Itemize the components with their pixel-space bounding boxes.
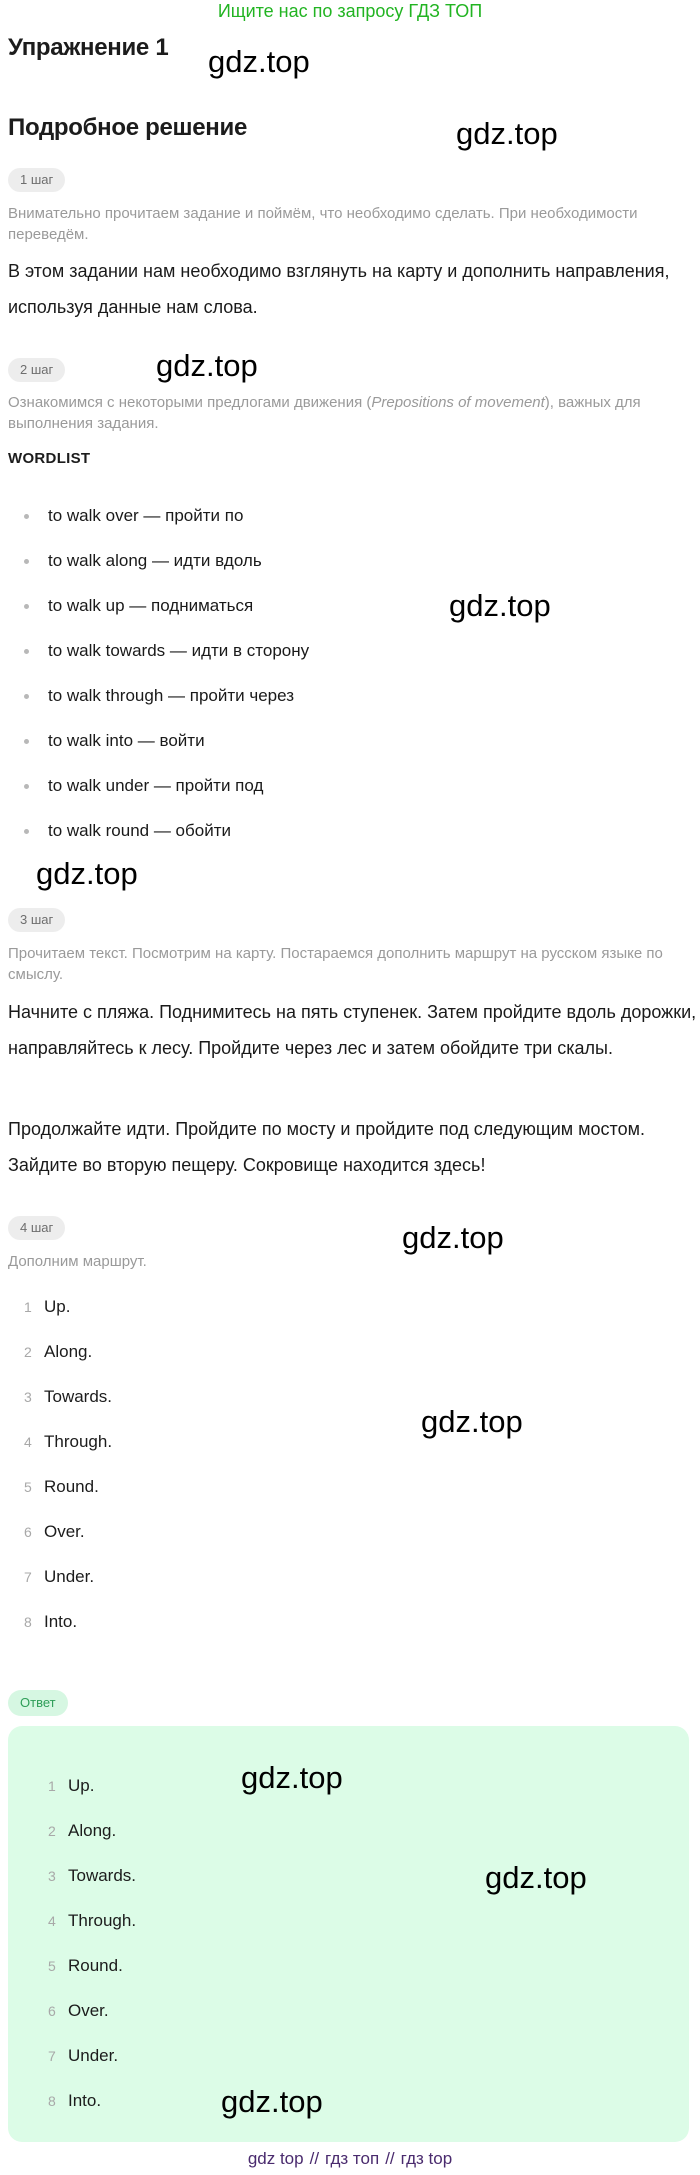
- list-item: [24, 1430, 112, 1454]
- footer-link-gdz-top[interactable]: gdz top: [247, 2149, 304, 2168]
- watermark: gdz.top: [221, 2084, 323, 2119]
- route-word: Into.: [44, 1612, 78, 1631]
- list-item: [48, 1999, 109, 2023]
- route-word: Along.: [44, 1342, 93, 1361]
- answer-word: Under.: [68, 2046, 119, 2065]
- step-2-note-start: Ознакомимся с некоторыми предлогами движения (: [8, 394, 372, 411]
- bullet-icon: [24, 649, 29, 654]
- item-number: 3: [48, 1868, 56, 1884]
- answer-word: Towards.: [68, 1866, 137, 1885]
- list-item: [24, 1520, 85, 1544]
- item-number: 8: [48, 2093, 56, 2109]
- list-item: [24, 1475, 99, 1499]
- step-2-note-italic: Prepositions of movement: [371, 394, 545, 411]
- step-3-paragraph-1: Начните с пляжа. Поднимитесь на пять ступенек. Затем пройдите вдоль дорожки, направляйтесь к лесу. Пройдите через лес и затем обойдите три скалы.: [8, 1002, 697, 1058]
- bullet-icon: [24, 829, 29, 834]
- page-title: Упражнение 1: [8, 34, 169, 61]
- footer-separator: //: [309, 2149, 320, 2168]
- footer-links: [0, 2148, 700, 2170]
- answer-box: [8, 1726, 689, 2142]
- route-word: Towards.: [44, 1387, 113, 1406]
- route-word: Round.: [44, 1477, 99, 1496]
- wordlist-title: WORDLIST: [8, 450, 91, 467]
- footer-separator: //: [385, 2149, 395, 2168]
- wordlist-entry: to walk through — пройти через: [48, 686, 294, 705]
- wordlist-entry: to walk towards — идти в сторону: [48, 641, 310, 660]
- answer-word: Up.: [68, 1776, 95, 1795]
- list-item: [24, 1340, 92, 1364]
- search-banner: Ищите нас по запросу ГДЗ ТОП: [217, 1, 483, 21]
- list-item: [24, 1565, 94, 1589]
- route-word: Up.: [44, 1297, 71, 1316]
- step-badge-2: 2 шаг: [8, 358, 65, 382]
- step-4-note: Дополним маршрут.: [8, 1253, 147, 1270]
- item-number: 1: [48, 1778, 56, 1794]
- bullet-icon: [24, 694, 29, 699]
- answer-word: Over.: [68, 2001, 109, 2020]
- item-number: 7: [24, 1569, 32, 1585]
- item-number: 6: [48, 2003, 56, 2019]
- list-item: [48, 1864, 136, 1888]
- watermark: gdz.top: [449, 588, 551, 623]
- answer-word: Round.: [68, 1956, 123, 1975]
- item-number: 4: [48, 1913, 56, 1929]
- item-number: 6: [24, 1524, 32, 1540]
- step-3-paragraph-2: Продолжайте идти. Пройдите по мосту и пройдите под следующим мостом. Зайдите во вторую пещеру. Сокровище находится здесь!: [8, 1119, 645, 1175]
- list-item: [48, 2089, 101, 2113]
- item-number: 4: [24, 1434, 32, 1450]
- item-number: 2: [48, 1823, 56, 1839]
- watermark: gdz.top: [156, 348, 258, 383]
- footer-link-gdz-top-mixed[interactable]: гдз top: [400, 2149, 453, 2168]
- wordlist-entry: to walk under — пройти под: [48, 776, 264, 795]
- item-number: 5: [24, 1479, 32, 1495]
- route-word: Over.: [44, 1522, 85, 1541]
- list-item: [24, 1385, 112, 1409]
- watermark: gdz.top: [402, 1220, 504, 1255]
- watermark: gdz.top: [208, 44, 310, 79]
- watermark: gdz.top: [456, 116, 558, 151]
- step-badge-4: 4 шаг: [8, 1216, 65, 1240]
- list-item: [48, 1954, 123, 1978]
- watermark: gdz.top: [241, 1760, 343, 1795]
- step-badge-3: 3 шаг: [8, 908, 65, 932]
- answer-word: Into.: [68, 2091, 102, 2110]
- step-1-note: Внимательно прочитаем задание и поймём, что необходимо сделать. При необходимости переведём.: [8, 205, 638, 243]
- wordlist-entry: to walk into — войти: [48, 731, 205, 750]
- item-number: 3: [24, 1389, 32, 1405]
- item-number: 8: [24, 1614, 32, 1630]
- step-2-note: [8, 392, 688, 434]
- item-number: 5: [48, 1958, 56, 1974]
- item-number: 1: [24, 1299, 32, 1315]
- route-word: Through.: [44, 1432, 113, 1451]
- bullet-icon: [24, 604, 29, 609]
- list-item: [48, 1774, 94, 1798]
- wordlist-entry: to walk up — подниматься: [48, 596, 254, 615]
- wordlist-entry: to walk over — пройти по: [48, 506, 244, 525]
- list-item: [24, 1610, 77, 1634]
- wordlist-entry: to walk along — идти вдоль: [48, 551, 262, 570]
- list-item: [24, 1295, 70, 1319]
- route-word: Under.: [44, 1567, 95, 1586]
- footer-link-gdz-top-ru[interactable]: гдз топ: [325, 2149, 380, 2168]
- bullet-icon: [24, 784, 29, 789]
- wordlist-entry: to walk round — обойти: [48, 821, 231, 840]
- watermark: gdz.top: [36, 856, 138, 891]
- step-3-note: Прочитаем текст. Посмотрим на карту. Постараемся дополнить маршрут на русском языке по смыслу.: [8, 945, 663, 983]
- answer-word: Along.: [68, 1821, 117, 1840]
- list-item: [48, 1819, 116, 1843]
- list-item: [48, 2044, 118, 2068]
- solution-heading: Подробное решение: [8, 114, 248, 141]
- item-number: 7: [48, 2048, 56, 2064]
- watermark: gdz.top: [421, 1404, 523, 1439]
- step-badge-1: 1 шаг: [8, 168, 65, 192]
- bullet-icon: [24, 559, 29, 564]
- answer-badge: Ответ: [8, 1690, 68, 1716]
- bullet-icon: [24, 739, 29, 744]
- bullet-icon: [24, 514, 29, 519]
- list-item: [48, 1909, 136, 1933]
- answer-word: Through.: [68, 1911, 137, 1930]
- step-2-note-end: ), важных для выполнения задания.: [8, 394, 641, 432]
- watermark: gdz.top: [485, 1860, 587, 1895]
- item-number: 2: [24, 1344, 32, 1360]
- step-1-text: В этом задании нам необходимо взглянуть на карту и дополнить направления, используя данные нам слова.: [8, 261, 670, 317]
